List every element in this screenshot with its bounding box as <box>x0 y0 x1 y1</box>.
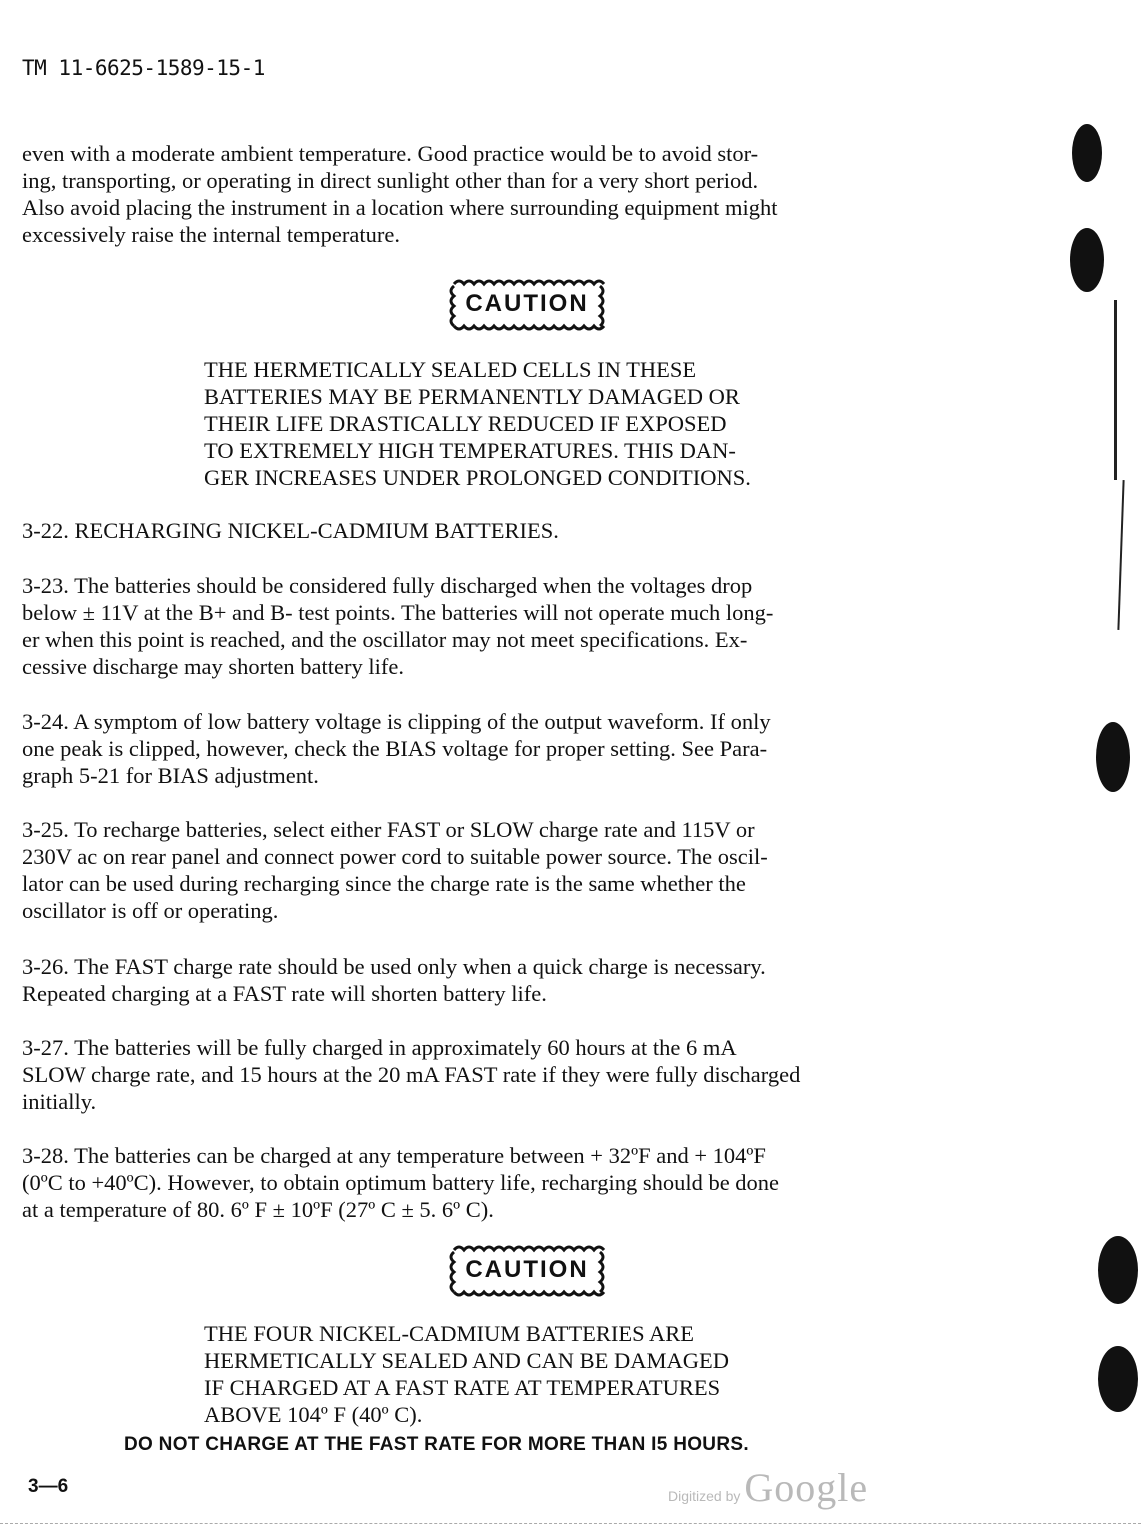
intro-paragraph <box>22 140 1062 248</box>
page-number: 3—6 <box>28 1476 69 1497</box>
text-line: 3-25. To recharge batteries, select either FAST or SLOW charge rate and 115V or <box>22 817 755 842</box>
text-line: Repeated charging at a FAST rate will shorten battery life. <box>22 981 547 1006</box>
text-line: ABOVE 104º F (40º C). <box>204 1402 423 1427</box>
text-line: 3-26. The FAST charge rate should be used only when a quick charge is necessary. <box>22 954 766 979</box>
paragraph-3-24 <box>22 708 1062 789</box>
text-line: 3-28. The batteries can be charged at any temperature between + 32ºF and + 104ºF <box>22 1143 766 1168</box>
document-id: TM 11-6625-1589-15-1 <box>22 56 265 80</box>
digitized-watermark <box>668 1464 868 1511</box>
caution-label: CAUTION <box>465 290 589 317</box>
punch-hole-mark <box>1072 124 1102 182</box>
punch-hole-mark <box>1098 1346 1138 1412</box>
text-line: one peak is clipped, however, check the BIAS voltage for proper setting. See Para- <box>22 736 768 761</box>
section-heading: 3-22. RECHARGING NICKEL-CADMIUM BATTERIES. <box>22 518 559 543</box>
paragraph-3-25 <box>22 816 1062 924</box>
margin-line <box>1117 480 1124 630</box>
text-line: er when this point is reached, and the oscillator may not meet specifications. Ex- <box>22 627 748 652</box>
text-line: ing, transporting, or operating in direct sunlight other than for a very short period. <box>22 168 759 193</box>
paragraph-3-23 <box>22 572 1062 680</box>
caution-banner <box>446 278 608 332</box>
page-edge <box>0 1523 1141 1524</box>
text-line: even with a moderate ambient temperature. Good practice would be to avoid stor- <box>22 141 759 166</box>
text-line: 3-27. The batteries will be fully charged in approximately 60 hours at the 6 mA <box>22 1035 737 1060</box>
text-line: SLOW charge rate, and 15 hours at the 20 mA FAST rate if they were fully discharged <box>22 1062 801 1087</box>
text-line: IF CHARGED AT A FAST RATE AT TEMPERATURES <box>204 1375 721 1400</box>
punch-hole-mark <box>1070 228 1104 292</box>
text-line: below ± 11V at the B+ and B- test points. The batteries will not operate much long- <box>22 600 774 625</box>
digitized-label: Digitized by <box>668 1488 741 1504</box>
text-line: at a temperature of 80. 6º F ± 10ºF (27º C ± 5. 6º C). <box>22 1197 494 1222</box>
text-line: Also avoid placing the instrument in a location where surrounding equipment might <box>22 195 778 220</box>
text-line: (0ºC to +40ºC). However, to obtain optimum battery life, recharging should be done <box>22 1170 780 1195</box>
punch-hole-mark <box>1096 722 1130 792</box>
text-line: THE FOUR NICKEL-CADMIUM BATTERIES ARE <box>204 1321 695 1346</box>
text-line: cessive discharge may shorten battery life. <box>22 654 404 679</box>
caution-text <box>204 356 751 491</box>
paragraph-3-26 <box>22 953 1062 1007</box>
text-line: 230V ac on rear panel and connect power cord to suitable power source. The oscil- <box>22 844 768 869</box>
punch-hole-mark <box>1098 1236 1138 1304</box>
text-line: TO EXTREMELY HIGH TEMPERATURES. THIS DAN- <box>204 438 736 463</box>
paragraph-3-28 <box>22 1142 1062 1223</box>
text-line: HERMETICALLY SEALED AND CAN BE DAMAGED <box>204 1348 730 1373</box>
charge-warning-note: DO NOT CHARGE AT THE FAST RATE FOR MORE THAN I5 HOURS. <box>124 1434 749 1455</box>
paragraph-3-27 <box>22 1034 1062 1115</box>
text-line: lator can be used during recharging since the charge rate is the same whether the <box>22 871 746 896</box>
text-line: 3-24. A symptom of low battery voltage is clipping of the output waveform. If only <box>22 709 771 734</box>
text-line: 3-23. The batteries should be considered fully discharged when the voltages drop <box>22 573 753 598</box>
text-line: BATTERIES MAY BE PERMANENTLY DAMAGED OR <box>204 384 740 409</box>
text-line: graph 5-21 for BIAS adjustment. <box>22 763 319 788</box>
text-line: excessively raise the internal temperature. <box>22 222 400 247</box>
google-logo: Google <box>744 1465 869 1510</box>
text-line: initially. <box>22 1089 97 1114</box>
text-line: THEIR LIFE DRASTICALLY REDUCED IF EXPOSED <box>204 411 727 436</box>
caution-label: CAUTION <box>465 1256 589 1283</box>
margin-line <box>1114 300 1117 480</box>
text-line: THE HERMETICALLY SEALED CELLS IN THESE <box>204 357 697 382</box>
caution-text <box>204 1320 729 1428</box>
caution-banner <box>446 1244 608 1298</box>
text-line: oscillator is off or operating. <box>22 898 279 923</box>
text-line: GER INCREASES UNDER PROLONGED CONDITIONS. <box>204 465 751 490</box>
